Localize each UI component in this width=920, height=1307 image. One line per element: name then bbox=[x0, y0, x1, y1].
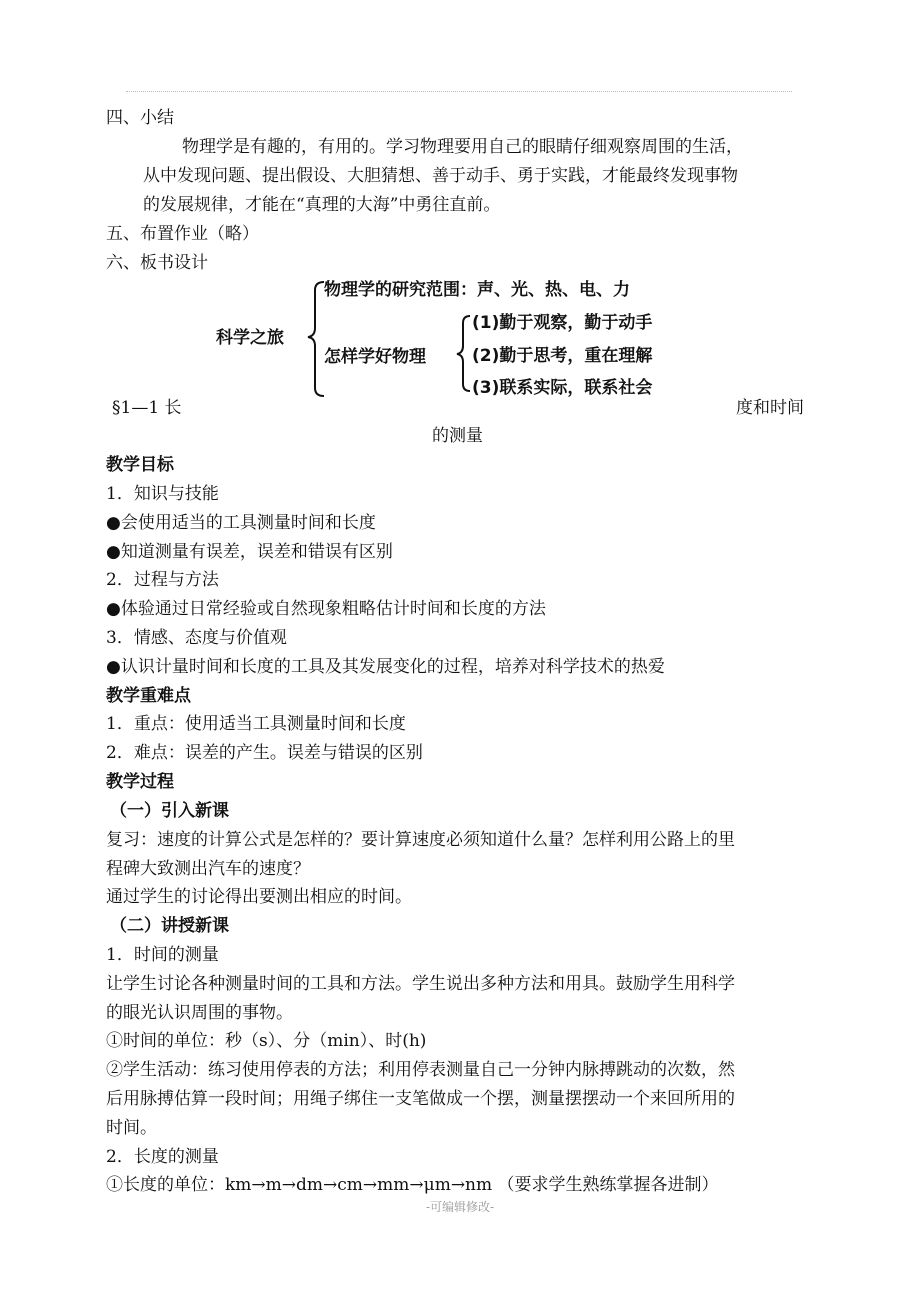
diagram-sub-item-1: (1)勤于观察，勤于动手 bbox=[472, 313, 653, 333]
goal-process-methods: 2．过程与方法 bbox=[106, 570, 219, 590]
section-homework-heading: 五、布置作业（略） bbox=[106, 224, 259, 244]
lesson-title-part-1: §1—1 长 bbox=[112, 398, 182, 418]
summary-paragraph-line-2: 从中发现问题、提出假设、大胆猜想、善于动手、勇于实践，才能最终发现事物 bbox=[143, 166, 738, 186]
length-units: ①长度的单位：km→m→dm→cm→mm→μm→nm （要求学生熟练掌握各进制） bbox=[106, 1175, 719, 1195]
board-design-diagram bbox=[212, 276, 712, 406]
summary-paragraph-line-3: 的发展规律，才能在“真理的大海”中勇往直前。 bbox=[143, 195, 501, 215]
review-line-2: 程碑大致测出汽车的速度？ bbox=[106, 859, 310, 879]
key-point: 1．重点：使用适当工具测量时间和长度 bbox=[106, 714, 406, 734]
lesson-title-part-2: 度和时间 bbox=[736, 398, 804, 418]
review-line-1: 复习：速度的计算公式是怎样的？要计算速度必须知道什么量？怎样利用公路上的里 bbox=[106, 830, 735, 850]
activity-line-3: 时间。 bbox=[106, 1118, 157, 1138]
page-footer: -可编辑修改- bbox=[425, 1200, 495, 1214]
summary-paragraph-line-1: 物理学是有趣的，有用的。学习物理要用自己的眼睛仔细观察周围的生活， bbox=[182, 137, 743, 157]
heading-key-difficulties: 教学重难点 bbox=[106, 686, 191, 706]
diagram-sub-item-3: (3)联系实际，联系社会 bbox=[472, 378, 653, 398]
diagram-branch-how-to-learn: 怎样学好物理 bbox=[324, 347, 426, 367]
discussion-line: 通过学生的讨论得出要测出相应的时间。 bbox=[106, 887, 412, 907]
topic-time-measurement: 1．时间的测量 bbox=[106, 945, 219, 965]
activity-line-1: ②学生活动：练习使用停表的方法；利用停表测量自己一分钟内脉搏跳动的次数，然 bbox=[106, 1060, 735, 1080]
goal-bullet-3: ●体验通过日常经验或自然现象粗略估计时间和长度的方法 bbox=[106, 599, 546, 619]
goal-bullet-2: ●知道测量有误差，误差和错误有区别 bbox=[106, 542, 393, 562]
goal-knowledge-skills: 1．知识与技能 bbox=[106, 484, 219, 504]
diagram-branch-scope: 物理学的研究范围：声、光、热、电、力 bbox=[324, 280, 630, 300]
subheading-introduction: （一）引入新课 bbox=[110, 801, 229, 821]
section-summary-heading: 四、小结 bbox=[106, 108, 174, 128]
goal-emotion-values: 3．情感、态度与价值观 bbox=[106, 628, 287, 648]
diagram-root: 科学之旅 bbox=[216, 328, 284, 348]
topic-length-measurement: 2．长度的测量 bbox=[106, 1147, 219, 1167]
lesson-title-part-3: 的测量 bbox=[432, 426, 483, 446]
time-discussion-line-2: 的眼光认识周围的事物。 bbox=[106, 1003, 293, 1023]
header-rule bbox=[126, 91, 792, 92]
section-board-design-heading: 六、板书设计 bbox=[106, 253, 208, 273]
heading-teaching-goals: 教学目标 bbox=[106, 455, 174, 475]
subheading-new-lesson: （二）讲授新课 bbox=[110, 916, 229, 936]
goal-bullet-4: ●认识计量时间和长度的工具及其发展变化的过程，培养对科学技术的热爱 bbox=[106, 657, 665, 677]
time-discussion-line-1: 让学生讨论各种测量时间的工具和方法。学生说出多种方法和用具。鼓励学生用科学 bbox=[106, 974, 735, 994]
activity-line-2: 后用脉搏估算一段时间；用绳子绑住一支笔做成一个摆，测量摆摆动一个来回所用的 bbox=[106, 1089, 735, 1109]
goal-bullet-1: ●会使用适当的工具测量时间和长度 bbox=[106, 513, 376, 533]
difficult-point: 2．难点：误差的产生。误差与错误的区别 bbox=[106, 743, 423, 763]
time-units: ①时间的单位：秒（s）、分（min）、时(h) bbox=[106, 1031, 427, 1051]
diagram-sub-item-2: (2)勤于思考，重在理解 bbox=[472, 346, 653, 366]
heading-teaching-process: 教学过程 bbox=[106, 772, 174, 792]
